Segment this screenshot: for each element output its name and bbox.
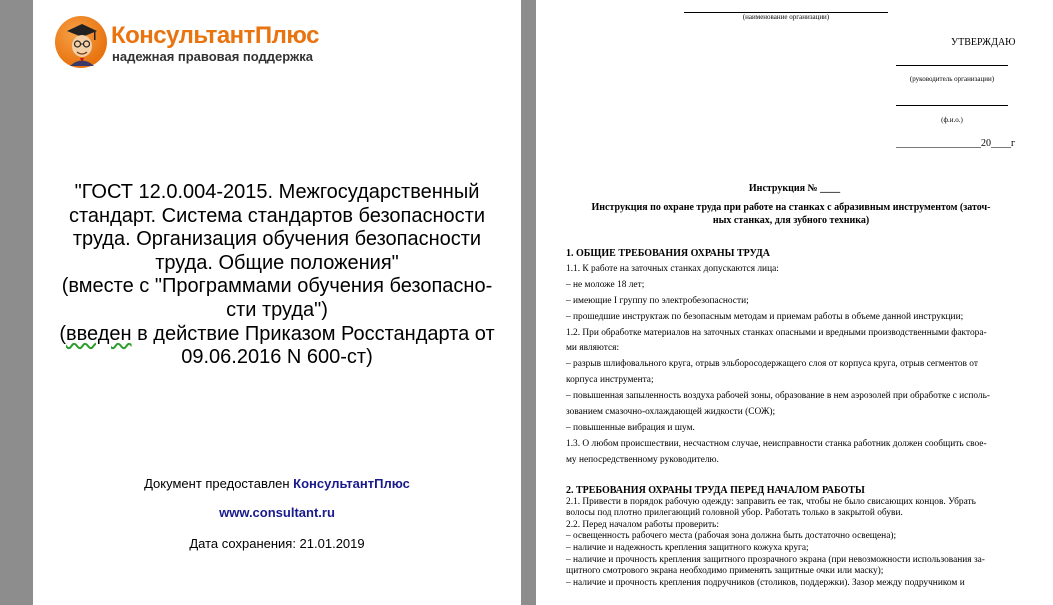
title-line: сти труда") — [226, 298, 328, 321]
website-link[interactable]: www.consultant.ru — [219, 505, 335, 520]
body-line: корпуса инструмента; — [566, 375, 654, 386]
spellcheck-word: введен — [66, 322, 132, 345]
head-signature-line — [896, 65, 1008, 66]
saved-date: Дата сохранения: 21.01.2019 — [189, 536, 365, 551]
body-line: – наличие и надежность крепления защитного кожуха круга; — [566, 542, 809, 553]
body-line: – имеющие I группу по электробезопасности; — [566, 295, 749, 306]
title-line: "ГОСТ 12.0.004-2015. Межгосударственный — [74, 181, 480, 203]
head-caption: (руководитель организации) — [909, 75, 995, 83]
body-line: – не моложе 18 лет; — [566, 279, 645, 290]
logo-tagline: надежная правовая поддержка — [112, 49, 313, 64]
section-heading: 2. ТРЕБОВАНИЯ ОХРАНЫ ТРУДА ПЕРЕД НАЧАЛОМ РАБОТЫ — [566, 485, 865, 496]
body-line: щитного смотрового экрана необходимо применять защитные очки или маску); — [566, 566, 884, 577]
title-line: стандарт. Система стандартов безопасности — [69, 204, 485, 227]
title-intro-post: в действие Приказом Росстандарта от — [131, 322, 495, 345]
body-line: 2.2. Перед началом работы проверить: — [566, 519, 719, 530]
approve-label: УТВЕРЖДАЮ — [951, 37, 1016, 48]
body-line: ми являются: — [566, 343, 620, 354]
professor-icon — [65, 22, 99, 66]
body-line: 1.3. О любом происшествии, несчастном случае, неисправности станка работник должен сообщить свое- — [566, 438, 987, 449]
left-page — [33, 0, 521, 605]
section-general-requirements — [566, 246, 1044, 469]
body-line: – освещенность рабочего места (рабочая зона должна быть достаточно освещена); — [566, 531, 897, 542]
body-line: му непосредственному руководителю. — [566, 454, 719, 465]
body-line: – повышенные вибрация и шум. — [566, 422, 695, 433]
instruction-title-line: Инструкция по охране труда при работе на станках с абразивным инструментом (заточ- — [591, 202, 991, 213]
body-line: – прошедшие инструктаж по безопасным методам и приемам работы в объеме данной инструкции; — [566, 311, 964, 322]
body-line: 1.1. К работе на заточных станках допускаются лица: — [566, 263, 779, 274]
section-before-work — [566, 485, 1044, 589]
title-intro-line — [43, 323, 511, 347]
org-caption: (наименование организации) — [742, 13, 830, 21]
title-line: труда. Общие положения" — [155, 251, 399, 274]
document-title — [43, 181, 511, 370]
body-line: – наличие и прочность крепления защитного прозрачного экрана (при невозможности использования за- — [566, 554, 985, 565]
provided-by — [33, 476, 521, 491]
body-line: 2.1. Привести в порядок рабочую одежду: заправить ее так, чтобы не было свисающих концов. Убрать — [566, 496, 976, 507]
name-signature-line — [896, 105, 1008, 106]
right-page — [536, 0, 1053, 605]
consultant-logo — [55, 16, 355, 76]
logo-brand-text: КонсультантПлюс — [111, 22, 319, 49]
instruction-title-line: ных станках, для зубного техника) — [712, 215, 870, 226]
body-line: – наличие и прочность крепления подручников (столиков, поддержки). Зазор между подручником и — [566, 577, 965, 588]
logo-emblem-icon — [55, 16, 107, 68]
instruction-title — [566, 201, 1016, 227]
body-line: волосы под плотно прилегающий головной убор. Работать только в закрытой обуви. — [566, 508, 903, 519]
body-line: – разрыв шлифовального круга, отрыв эльборосодержащего слоя от корпуса круга, отрыв сегментов от — [566, 359, 978, 370]
title-line: труда. Организация обучения безопасности — [72, 228, 482, 251]
name-caption: (ф.и.о.) — [941, 116, 963, 124]
provided-brand: КонсультантПлюс — [293, 476, 410, 491]
provided-prefix: Документ предоставлен — [144, 476, 294, 491]
body-line: – повышенная запыленность воздуха рабочей зоны, образование в нем аэрозолей при обработке с исполь- — [566, 391, 990, 402]
title-date-line: 09.06.2016 N 600-ст) — [181, 346, 373, 369]
section-heading: 1. ОБЩИЕ ТРЕБОВАНИЯ ОХРАНЫ ТРУДА — [566, 248, 770, 259]
approve-date-line: _________________20____г — [896, 138, 1016, 149]
body-line: зованием смазочно-охлаждающей жидкости (СОЖ); — [566, 407, 776, 418]
body-line: 1.2. При обработке материалов на заточных станках опасными и вредными производственными фактора- — [566, 327, 987, 338]
instruction-number: Инструкция № ____ — [748, 183, 841, 194]
title-intro-pre: ( — [59, 322, 66, 345]
title-line: (вместе с "Программами обучения безопасно- — [61, 275, 493, 298]
